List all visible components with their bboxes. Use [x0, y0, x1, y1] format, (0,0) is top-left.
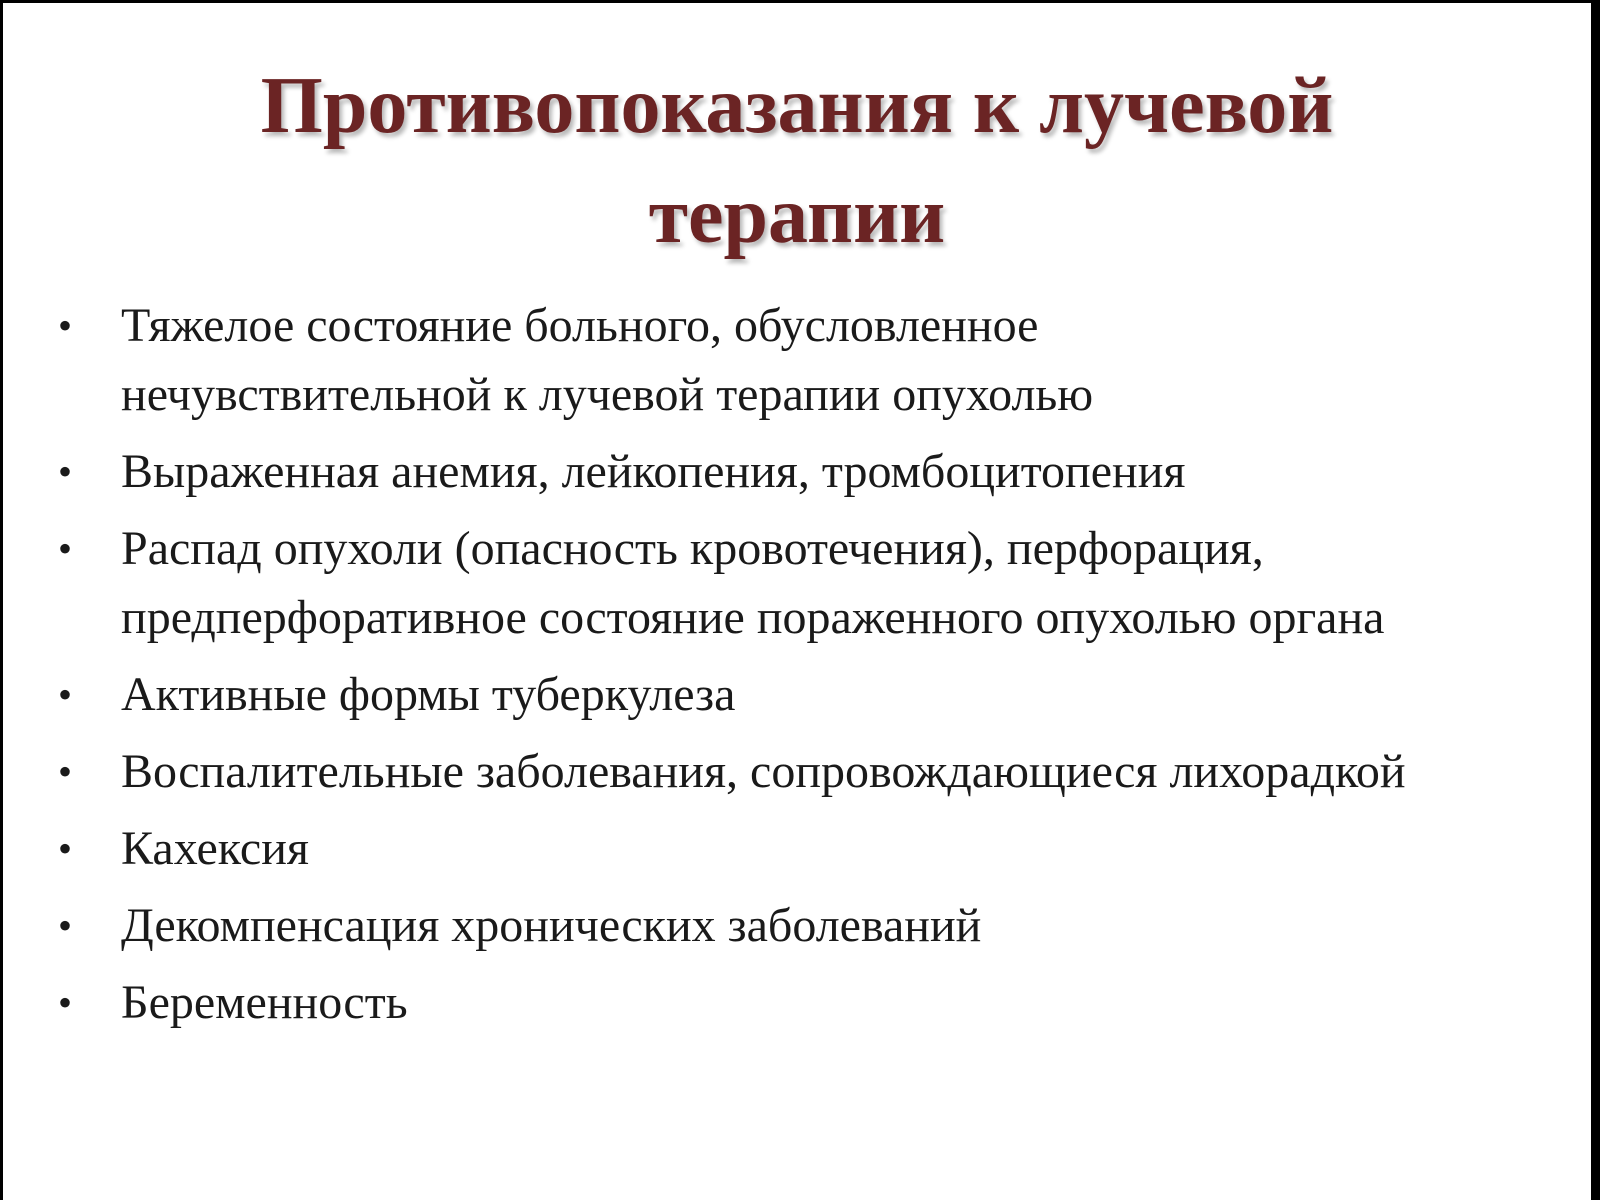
- slide-title: [3, 51, 1591, 271]
- list-item-text: Воспалительные заболевания, сопровождающиеся лихорадкой: [121, 745, 1406, 798]
- title-line-2: терапии: [648, 172, 946, 260]
- list-item: [3, 814, 1591, 883]
- list-item: [3, 291, 1591, 429]
- list-item: [3, 891, 1591, 960]
- bullet-icon: •: [58, 749, 73, 794]
- list-item-text: предперфоративное состояние пораженного опухолью органа: [121, 591, 1385, 644]
- list-item-text: Кахексия: [121, 822, 309, 875]
- list-item-text: Распад опухоли (опасность кровотечения), перфорация,: [121, 522, 1264, 575]
- list-item-text: Выраженная анемия, лейкопения, тромбоцитопения: [121, 445, 1186, 498]
- bullet-icon: •: [58, 826, 73, 871]
- bullet-icon: •: [58, 449, 73, 494]
- bullet-icon: •: [58, 980, 73, 1025]
- bullet-icon: •: [58, 526, 73, 571]
- bullet-icon: •: [58, 672, 73, 717]
- list-item-text: Беременность: [121, 976, 408, 1029]
- list-item: [3, 437, 1591, 506]
- title-line-1: Противопоказания к лучевой: [260, 62, 1334, 150]
- list-item-text: Тяжелое состояние больного, обусловленное: [121, 299, 1039, 352]
- list-item-text: Активные формы туберкулеза: [121, 668, 736, 721]
- bullet-icon: •: [58, 303, 73, 348]
- bullet-icon: •: [58, 903, 73, 948]
- list-item-text: Декомпенсация хронических заболеваний: [121, 899, 982, 952]
- list-item: [3, 737, 1591, 806]
- list-item: [3, 514, 1591, 652]
- window-edge: [1591, 0, 1600, 1200]
- list-item-text: нечувствительной к лучевой терапии опухолью: [121, 368, 1094, 421]
- contraindications-list: [3, 291, 1591, 1045]
- list-item: [3, 968, 1591, 1037]
- slide: [3, 3, 1591, 1200]
- list-item: [3, 660, 1591, 729]
